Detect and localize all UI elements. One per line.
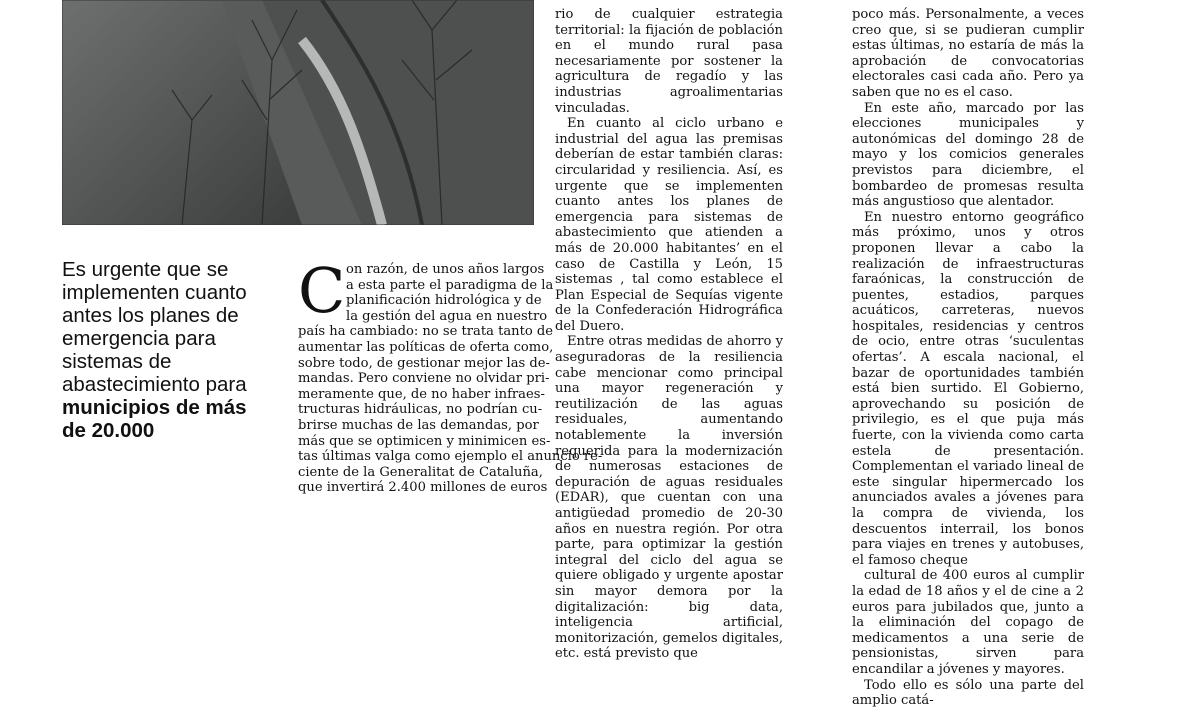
column-1-line: on razón, de unos años largos [346, 262, 545, 277]
column-3-paragraph: En este año, marcado por las elecciones municipales y autonómicas del domingo 28 de mayo y los comicios generales previstos para diciembre, el bombardeo de promesas resulta más angustioso que alentador. [852, 100, 1084, 210]
column-1-line: la gestión del agua en nuestro [346, 308, 548, 324]
column-1-line: aumentar las políticas de oferta como, [298, 339, 554, 355]
column-1-line: planificación hidrológica y de [346, 293, 542, 309]
column-1-line: ciente de la Generalitat de Cataluña, [298, 464, 543, 480]
column-1-line: tas últimas valga como ejemplo el anuncio re- [298, 449, 603, 465]
pull-quote [62, 258, 270, 442]
column-1-line: brirse muchas de las demandas, por [298, 417, 539, 433]
column-1-line: que invertirá 2.400 millones de euros [298, 480, 548, 496]
column-1-line: a esta parte el paradigma de la [346, 277, 554, 293]
column-1-line: tructuras hidráulicas, no podrían cu- [298, 402, 543, 418]
column-1-line: país ha cambiado: no se trata tanto de [298, 324, 554, 340]
article-column-1 [298, 254, 603, 496]
column-2-paragraph: rio de cualquier estrategia territorial: la fijación de población en el mundo rural pasa necesariamente por sostener la agricultura de regadío y las industrias agroalimentarias vinculadas. [555, 7, 783, 116]
column-3-paragraph: En nuestro entorno geográfico más próximo, unos y otros proponen llevar a cabo la realización de infraestructuras faraónicas, la construcción de puentes, estadios, parques acuáticos, carreteras, nuevos hospitales, residencias y centros de ocio, entre otras ‘suculentas ofertas’. A escala nacional, el bazar de oportunidades también está bien surtido. El Gobierno, aprovechando su posición de privilegio, es el que puja más fuerte, con la vivienda como carta estela de presentación. Complementan el variado lineal de este singular hipermercado los anunciados avales a jóvenes para la compra de vivienda, los descuentos interrail, los bonos para viajes en trenes y autobuses, el famoso cheque [852, 209, 1084, 568]
column-1-line: sobre todo, de gestionar mejor las de- [298, 355, 550, 371]
pull-quote-bold: municipios de más de 20.000 [62, 396, 247, 442]
column-1-line: más que se optimicen y minimicen es- [298, 433, 551, 449]
article-photo [62, 0, 534, 225]
column-2-paragraph: Entre otras medidas de ahorro y aseguradoras de la resiliencia cabe mencionar como principal una mayor regeneración y reutilización de las aguas residuales, aumentando notablemente la inversión requerida para la modernización de numerosas estaciones de depuración de aguas residuales (EDAR), que cuentan con una antigüedad promedio de 20-30 años en nuestra región. Por otra parte, para optimizar la gestión integral del ciclo del agua se quiere obligado y urgente apostar sin mayor demora por la digitalización: big data, inteligencia artificial, monitorización, gemelos digitales, etc. está previsto que [555, 334, 783, 662]
pull-quote-text: Es urgente que se implementen cuanto antes los planes de emergencia para sistemas de abastecimiento para [62, 258, 247, 396]
article-column-3 [852, 7, 1084, 709]
column-3-paragraph: cultural de 400 euros al cumplir la edad de 18 años y el de cine a 2 euros para jubilados que, junto a la eliminación del copago de medicamentos a una serie de pensionistas, sirven para encandilar a jóvenes y mayores. [852, 568, 1084, 677]
article-column-2 [555, 7, 783, 662]
column-1-line: meramente que, de no haber infraes- [298, 386, 545, 402]
column-3-paragraph: poco más. Personalmente, a veces creo que, si se pudieran cumplir estas últimas, no estaría de más la aprobación de convocatorias electorales casi cada año. Pero ya saben que no es el caso. [852, 7, 1084, 100]
column-3-paragraph: Todo ello es sólo una parte del amplio catá- [852, 677, 1084, 709]
column-2-paragraph: En cuanto al ciclo urbano e industrial del agua las premisas deberían de estar también claras: circularidad y resiliencia. Así, es urgente que se implementen cuanto antes los planes de emergencia para sistemas de abastecimiento que atienden a más de 20.000 habitantes’ en el caso de Castilla y León, 15 sistemas , tal como establece el Plan Especial de Sequías vigente de la Confederación Hidrográfica del Duero. [555, 116, 783, 334]
drop-cap: C [298, 254, 346, 327]
column-1-line: mandas. Pero conviene no olvidar pri- [298, 371, 550, 387]
reservoir-photo-illustration [62, 0, 534, 225]
